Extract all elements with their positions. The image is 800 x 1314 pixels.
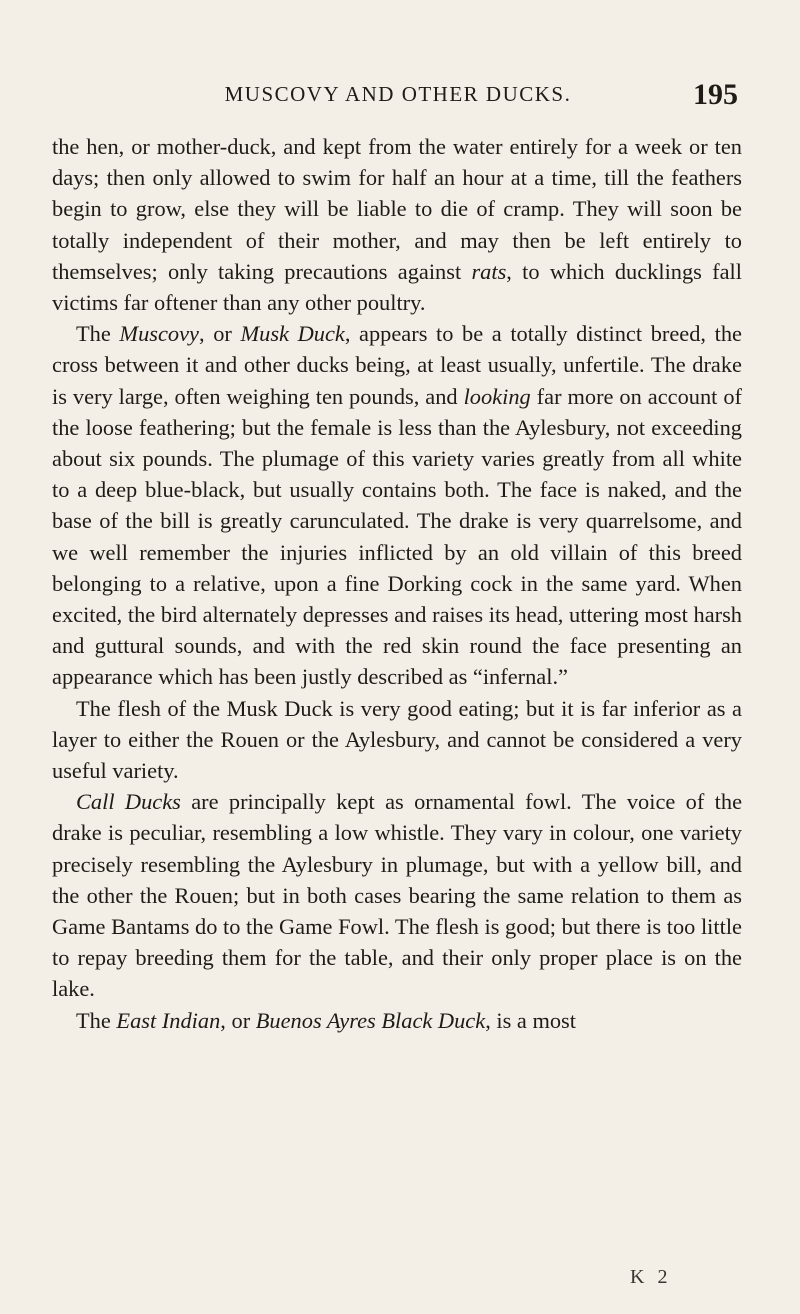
paragraph	[52, 693, 742, 787]
page-header	[58, 74, 738, 114]
page-number: 195	[693, 78, 738, 111]
text-run: , is a most	[485, 1007, 576, 1033]
italic-text: Buenos Ayres Black Duck	[255, 1007, 486, 1033]
paragraph	[52, 318, 742, 692]
text-run: , or	[199, 321, 241, 347]
text-run: the hen, or mother-duck, and kept from the water entirely for a week or ten days; then only allowed to swim for half an hour at a time, till the feathers begin to grow, else they will be liable to die of cramp. They will soon be totally independent of their mother, and may then be left entirely to themselves; only taking precautions against	[52, 134, 742, 284]
text-run: , appears to be a totally distinct breed, the cross between it and other ducks being, at least usually, unfertile. The drake is very large, often weighing ten pounds, and	[52, 321, 742, 409]
text-run: The	[76, 321, 120, 347]
text-run: , to which ducklings fall victims far oftener than any other poultry.	[52, 258, 743, 316]
text-run: The flesh of the Musk Duck is very good eating; but it is far inferior as a layer to either the Rouen or the Aylesbury, and cannot be considered a very useful variety.	[52, 695, 742, 784]
italic-text: Call Ducks	[76, 789, 181, 815]
text-run: The	[76, 1007, 117, 1033]
body-text	[52, 131, 742, 1036]
italic-text: looking	[463, 383, 531, 409]
running-title: MUSCOVY AND OTHER DUCKS.	[224, 81, 572, 106]
paragraph	[52, 786, 742, 1004]
italic-text: Muscovy	[119, 321, 199, 347]
paragraph	[52, 131, 742, 318]
italic-text: rats	[471, 258, 507, 284]
text-run: , or	[220, 1007, 256, 1033]
italic-text: East Indian	[116, 1007, 221, 1033]
text-run: are principally kept as ornamental fowl. The voice of the drake is peculiar, resembling a low whistle. They vary in colour, one variety precisely resembling the Aylesbury in plumage, but with a yellow bill, and the other the Rouen; but in both cases bearing the same relation to them as Game Bantams do to the Game Fowl. The flesh is good; but there is too little to repay breeding them for the table, and their only proper place is on the lake.	[52, 789, 743, 1002]
signature-mark: K 2	[630, 1266, 672, 1288]
text-run: far more on account of the loose feathering; but the female is less than the Aylesbury, not exceeding about six pounds. The plumage of this variety varies greatly from all white to a deep blue-black, but usually contains both. The face is naked, and the base of the bill is greatly carunculated. The drake is very quarrelsome, and we well remember the injuries inflicted by an old villain of this breed belonging to a relative, upon a fine Dorking cock in the same yard. When excited, the bird alternately depresses and raises its head, uttering most harsh and guttural sounds, and with the red skin round the face presenting an appearance which has been justly described as “infernal.”	[52, 383, 742, 690]
italic-text: Musk Duck	[240, 321, 345, 347]
paragraph	[52, 1005, 742, 1036]
